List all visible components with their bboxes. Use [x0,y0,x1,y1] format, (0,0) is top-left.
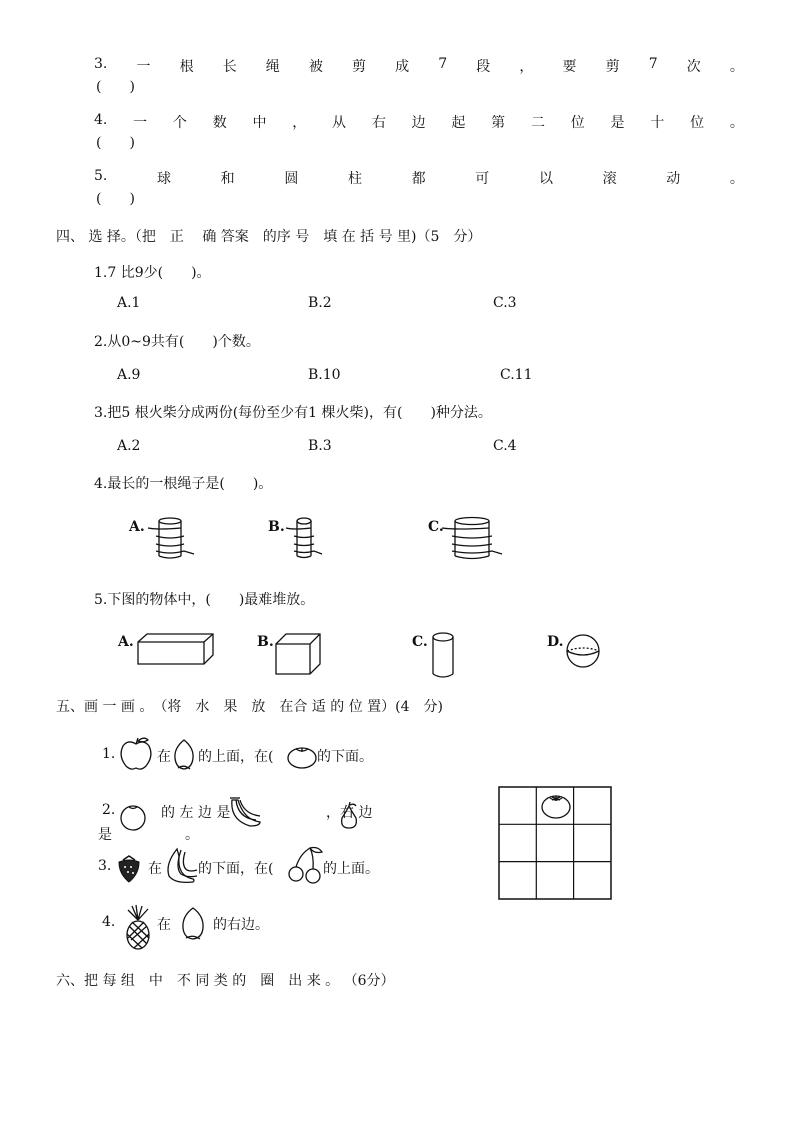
tf-q5-char: 动 [666,171,681,187]
section-4-title: 四、 选 择。（把 正 确 答案 的序 号 填 在 括 号 里)（5 分） [56,229,482,245]
tf-q4-char: 位 [690,115,705,131]
tf-q4-paren[interactable]: ( ) [96,135,135,151]
pear-icon [338,802,360,830]
s4-q4-option-c[interactable]: C. [428,519,444,535]
s5-q3-text1: 在 [148,861,162,877]
s5-q1-text3: 的下面。 [317,749,373,765]
s5-q1-text2: 的上面，在( [198,749,274,765]
tf-q5-char: 5. [94,168,108,184]
s4-q2-option-a[interactable]: A.9 [117,367,141,383]
peach-icon [180,906,206,942]
tf-q3-char: 根 [179,59,194,75]
tf-q3-line [94,56,744,76]
tf-q5-char: 可 [475,171,490,187]
tf-q3-paren[interactable]: ( ) [96,79,135,95]
tf-q3-char: 要 [562,59,577,75]
tf-q4-char: 二 [530,115,545,131]
s4-q4-stem: 4.最长的一根绳子是( )。 [94,476,273,492]
tf-q5-char: 柱 [347,171,362,187]
tf-q4-char: 十 [650,115,665,131]
peach-icon [172,738,196,772]
s5-q1-text1: 在 [157,749,171,765]
s4-q3-stem: 3.把5 根火柴分成两份(每份至少有1 棵火柴)，有( )种分法。 [94,405,492,421]
tf-q4-char: 一 [133,115,148,131]
tf-q4-char: 起 [451,115,466,131]
tf-q4-char: 中 [252,115,267,131]
tf-q3-char: 7 [648,56,658,72]
tf-q3-char: 长 [222,59,237,75]
tf-q4-char: 。 [729,115,744,131]
sphere-icon [565,633,601,669]
tf-q3-char: 次 [686,59,701,75]
tf-q5-char: 。 [729,171,744,187]
s5-q2-text2: ，右 边 [326,805,373,821]
s5-q3-text2: 的下面，在( [198,861,274,877]
tomato-in-grid-icon [540,792,572,820]
s5-q4-text2: 的右边。 [213,917,269,933]
s4-q2-option-c[interactable]: C.11 [500,367,533,383]
tf-q3-char: 剪 [352,59,367,75]
s4-q5-stem: 5.下图的物体中，( )最难堆放。 [94,592,315,608]
s5-q1-number: 1. [102,746,116,762]
s4-q5-option-a[interactable]: A. [118,634,134,650]
tf-q4-char: 位 [570,115,585,131]
strawberry-icon [115,854,143,884]
tf-q4-char: 从 [332,115,347,131]
s5-q2-number: 2. [102,802,116,818]
cube-icon [275,633,321,675]
s4-q4-option-a[interactable]: A. [129,519,145,535]
tf-q5-char: 圆 [284,171,299,187]
s5-q2-text3: 是 [98,827,112,843]
section-6-title: 六、把 每 组 中 不 同 类 的 圈 出 来 。 （6分） [56,973,395,989]
tf-q4-char: 边 [411,115,426,131]
s4-q1-option-b[interactable]: B.2 [308,295,332,311]
cylinder-icon [430,632,456,680]
s4-q5-option-c[interactable]: C. [412,634,428,650]
s5-q2-text4: 。 [185,827,199,843]
s4-q1-option-c[interactable]: C.3 [493,295,517,311]
s4-q1-option-a[interactable]: A.1 [117,295,141,311]
tf-q4-char: 个 [172,115,187,131]
tf-q3-char: 。 [729,59,744,75]
tf-q3-char: 段 [476,59,491,75]
tf-q4-line [94,112,744,132]
section-5-title: 五、画 一 画 。 （将 水 果 放 在合 适 的 位 置）(4 分) [56,699,443,715]
s4-q3-option-b[interactable]: B.3 [308,438,332,454]
tf-q3-char: 3. [94,56,108,72]
s5-q4-number: 4. [102,914,116,930]
apple-icon [118,736,154,772]
s5-q3-text3: 的上面。 [323,861,379,877]
banana-icon [226,796,264,830]
tf-q4-char: 数 [212,115,227,131]
s4-q3-option-a[interactable]: A.2 [117,438,141,454]
tf-q3-char: 被 [308,59,323,75]
tf-q5-paren[interactable]: ( ) [96,191,135,207]
rope-spool-b-icon [286,516,326,562]
tf-q4-char: 右 [371,115,386,131]
s5-q2-text1: 的 左 边 是 [161,805,231,821]
tf-q3-char: 成 [395,59,410,75]
s4-q1-stem: 1.7 比9少( )。 [94,265,211,281]
s4-q5-option-d[interactable]: D. [547,634,564,650]
s4-q2-option-b[interactable]: B.10 [308,367,341,383]
tf-q4-char: 4. [94,112,108,128]
tf-q5-char: 滚 [602,171,617,187]
pineapple-icon [122,904,154,950]
orange-icon [118,802,148,832]
tf-q5-char: 都 [411,171,426,187]
tf-q5-char: 球 [157,171,172,187]
tf-q3-char: 剪 [605,59,620,75]
tf-q4-char: 第 [491,115,506,131]
tf-q4-char: 是 [610,115,625,131]
tf-q4-char: ， [292,115,307,131]
tomato-icon [286,744,318,770]
tf-q3-char: 7 [438,56,448,72]
s5-q3-number: 3. [98,858,112,874]
s4-q4-option-b[interactable]: B. [268,519,285,535]
cuboid-icon [137,633,215,665]
s4-q3-option-c[interactable]: C.4 [493,438,517,454]
s4-q5-option-b[interactable]: B. [257,634,274,650]
banana-icon [163,846,199,886]
tf-q5-line [94,168,744,188]
tf-q3-char: 一 [136,59,151,75]
tf-q5-char: 和 [220,171,235,187]
rope-spool-a-icon [148,516,198,562]
s4-q2-stem: 2.从0~9共有( )个数。 [94,334,260,350]
tf-q3-char: ， [519,59,534,75]
cherry-icon [286,844,326,884]
s5-q4-text1: 在 [157,917,171,933]
tf-q3-char: 绳 [265,59,280,75]
tf-q5-char: 以 [538,171,553,187]
rope-spool-c-icon [442,516,504,562]
